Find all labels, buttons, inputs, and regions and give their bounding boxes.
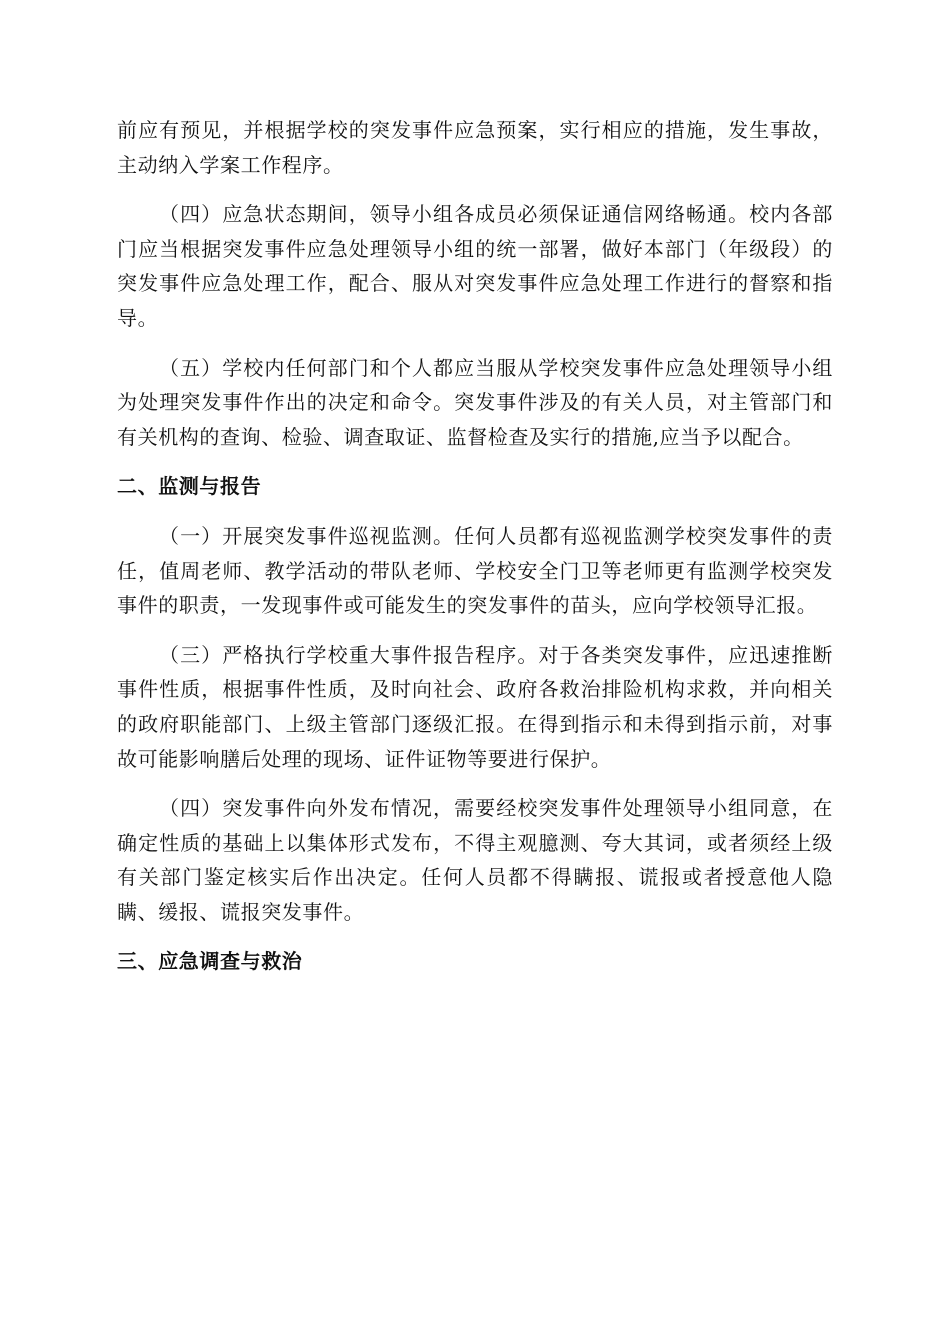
section-heading-investigation: 三、应急调查与救治 (117, 949, 303, 974)
paragraph-monitoring-three: （三）严格执行学校重大事件报告程序。对于各类突发事件，应迅速推断事件性质，根据事件性质，及时向社会、政府各救治排险机构求救，并向相关的政府职能部门、上级主管部门逐级汇报。在得到指示和未得到指示前，对事故可能影响膳后处理的现场、证件证物等要进行保护。 (117, 642, 833, 771)
paragraph-continuation: 前应有预见，并根据学校的突发事件应急预案，实行相应的措施，发生事故，主动纳入学案工作程序。 (117, 118, 833, 177)
paragraph-monitoring-four: （四）突发事件向外发布情况，需要经校突发事件处理领导小组同意，在确定性质的基础上以集体形式发布，不得主观臆测、夸大其词，或者须经上级有关部门鉴定核实后作出决定。任何人员都不得瞒报、谎报或者授意他人隐瞒、缓报、谎报突发事件。 (117, 796, 833, 924)
paragraph-item-four: （四）应急状态期间，领导小组各成员必须保证通信网络畅通。校内各部门应当根据突发事件应急处理领导小组的统一部署，做好本部门（年级段）的突发事件应急处理工作，配合、服从对突发事件应急处理工作进行的督察和指导。 (117, 202, 833, 330)
paragraph-item-five: （五）学校内任何部门和个人都应当服从学校突发事件应急处理领导小组为处理突发事件作出的决定和命令。突发事件涉及的有关人员，对主管部门和有关机构的查询、检验、调查取证、监督检查及实行的措施,应当予以配合。 (117, 355, 833, 449)
section-heading-monitoring: 二、监测与报告 (117, 474, 262, 499)
document-body (117, 113, 833, 994)
paragraph-monitoring-one: （一）开展突发事件巡视监测。任何人员都有巡视监测学校突发事件的责任，值周老师、教学活动的带队老师、学校安全门卫等老师更有监测学校突发事件的职责，一发现事件或可能发生的突发事件的苗头，应向学校领导汇报。 (117, 523, 833, 618)
